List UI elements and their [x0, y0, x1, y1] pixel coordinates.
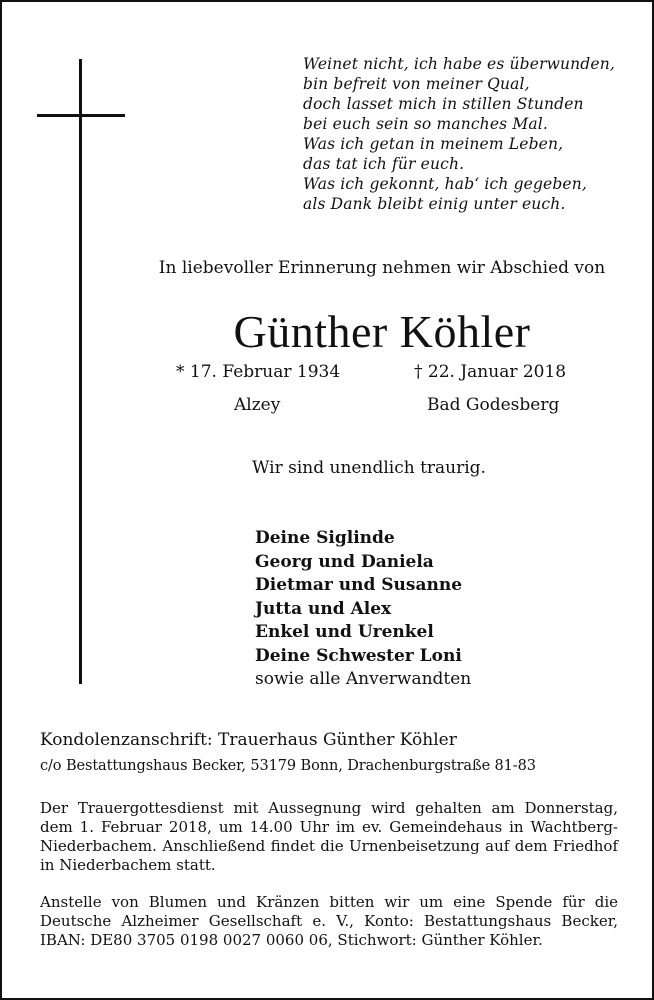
poem-line: doch lasset mich in stillen Stunden	[303, 95, 584, 113]
condolence-address-heading: Kondolenzanschrift: Trauerhaus Günther Köhler	[40, 730, 457, 750]
poem-line: Was ich gekonnt, hab‘ ich gegeben,	[303, 175, 587, 193]
cross-icon-bar	[37, 114, 125, 117]
mourner: Jutta und Alex	[255, 598, 392, 619]
condolence-address: c/o Bestattungshaus Becker, 53179 Bonn, Drachenburgstraße 81-83	[40, 758, 536, 774]
death-place: Bad Godesberg	[427, 395, 560, 415]
mourner: Deine Siglinde	[255, 528, 395, 548]
mourner: Deine Schwester Loni	[255, 645, 462, 666]
poem-line: Weinet nicht, ich habe es überwunden,	[303, 55, 615, 73]
farewell-intro: In liebevoller Erinnerung nehmen wir Abschied von	[158, 258, 606, 278]
birth-date: * 17. Februar 1934	[176, 362, 341, 382]
donation-info: Anstelle von Blumen und Kränzen bitten wir um eine Spende für die Deutsche Alzheimer Gesellschaft e. V., Konto: Bestattungshaus Becker, IBAN: DE80 3705 0198 0027 0060 06, Stichwort: Günther Köhler.	[40, 893, 618, 949]
mourner: Enkel und Urenkel	[255, 622, 434, 642]
mourners-list	[255, 527, 471, 692]
mourners-extra: sowie alle Anverwandten	[255, 669, 472, 689]
poem-line: das tat ich für euch.	[303, 155, 465, 173]
mourner: Dietmar und Susanne	[255, 575, 463, 595]
birth-place: Alzey	[234, 395, 281, 415]
mourner: Georg und Daniela	[255, 551, 434, 572]
service-info: Der Trauergottesdienst mit Aussegnung wird gehalten am Donnerstag, dem 1. Februar 2018, um 14.00 Uhr im ev. Gemeindehaus in Wachtberg-Niederbachem. Anschließend findet die Urnenbeisetzung auf dem Friedhof in Niederbachem statt.	[40, 799, 618, 874]
deceased-name: Günther Köhler	[233, 306, 531, 357]
poem-line: als Dank bleibt einig unter euch.	[303, 195, 566, 213]
poem	[303, 54, 648, 214]
poem-line: bin befreit von meiner Qual,	[303, 75, 530, 93]
death-date: † 22. Januar 2018	[414, 362, 567, 382]
sorrow-statement: Wir sind unendlich traurig.	[252, 458, 486, 478]
cross-icon	[79, 59, 82, 684]
poem-line: bei euch sein so manches Mal.	[303, 115, 548, 133]
poem-line: Was ich getan in meinem Leben,	[303, 135, 564, 153]
